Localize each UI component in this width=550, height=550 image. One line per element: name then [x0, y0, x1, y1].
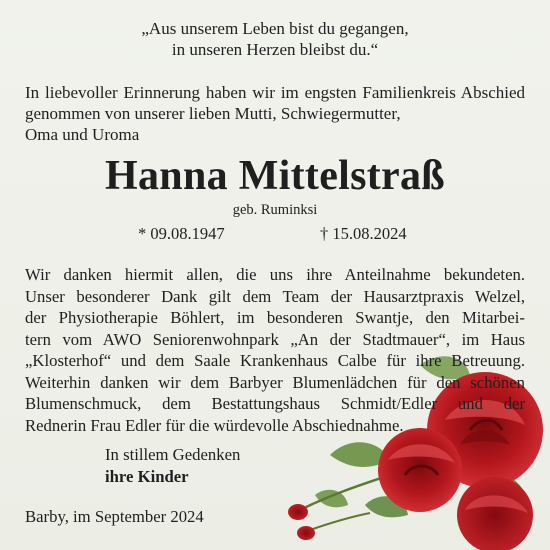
- thanks-line: Rednerin Frau Edler für die würdevolle Abschiednahme.: [25, 415, 404, 435]
- memorial-quote: [0, 18, 550, 60]
- death-date: † 15.08.2024: [320, 224, 407, 243]
- thanks-line: Blumenschmuck, dem Bestattungshaus Schmidt/Edler und der: [25, 394, 525, 413]
- thanks-line: Weiterhin danken wir dem Barbyer Blumenlädchen für den schönen: [25, 372, 525, 392]
- place-and-date: Barby, im September 2024: [25, 507, 204, 526]
- thanks-line: Wir danken hiermit allen, die uns ihre Anteilnahme bekundeten.: [25, 265, 525, 284]
- thanks-line: „Klosterhof“ und dem Saale Krankenhaus Calbe für ihre Betreuung.: [25, 351, 525, 370]
- intro-line-2: Abschied genommen von unserer lieben Mutti, Schwiegermutter,: [25, 83, 526, 123]
- signature: [105, 444, 240, 488]
- thanks-line: der Physiotherapie Böhlert, im besonderen Swantje, den Mitarbei-: [25, 308, 525, 327]
- intro-text: [25, 82, 525, 145]
- birth-name: geb. Ruminksi: [232, 202, 318, 218]
- deceased-name: Hanna Mittelstraß: [105, 153, 445, 199]
- quote-line-2: in unseren Herzen bleibst du.“: [171, 40, 379, 59]
- thanks-line: tern vom AWO Seniorenwohnpark „An der Stadtmauer“, im Haus: [25, 329, 525, 349]
- quote-line-1: „Aus unserem Leben bist du gegangen,: [141, 19, 409, 38]
- intro-line-1: In liebevoller Erinnerung haben wir im engsten Familienkreis: [25, 83, 456, 102]
- thanks-line: Unser besonderer Dank gilt dem Team der Hausarztpraxis Welzel,: [25, 286, 525, 306]
- intro-line-3: Oma und Uroma: [25, 125, 140, 144]
- birth-date: * 09.08.1947: [138, 224, 225, 243]
- signature-line-1: In stillem Gedenken: [105, 445, 241, 464]
- signature-line-2: ihre Kinder: [105, 467, 189, 486]
- thanks-text: [25, 264, 525, 436]
